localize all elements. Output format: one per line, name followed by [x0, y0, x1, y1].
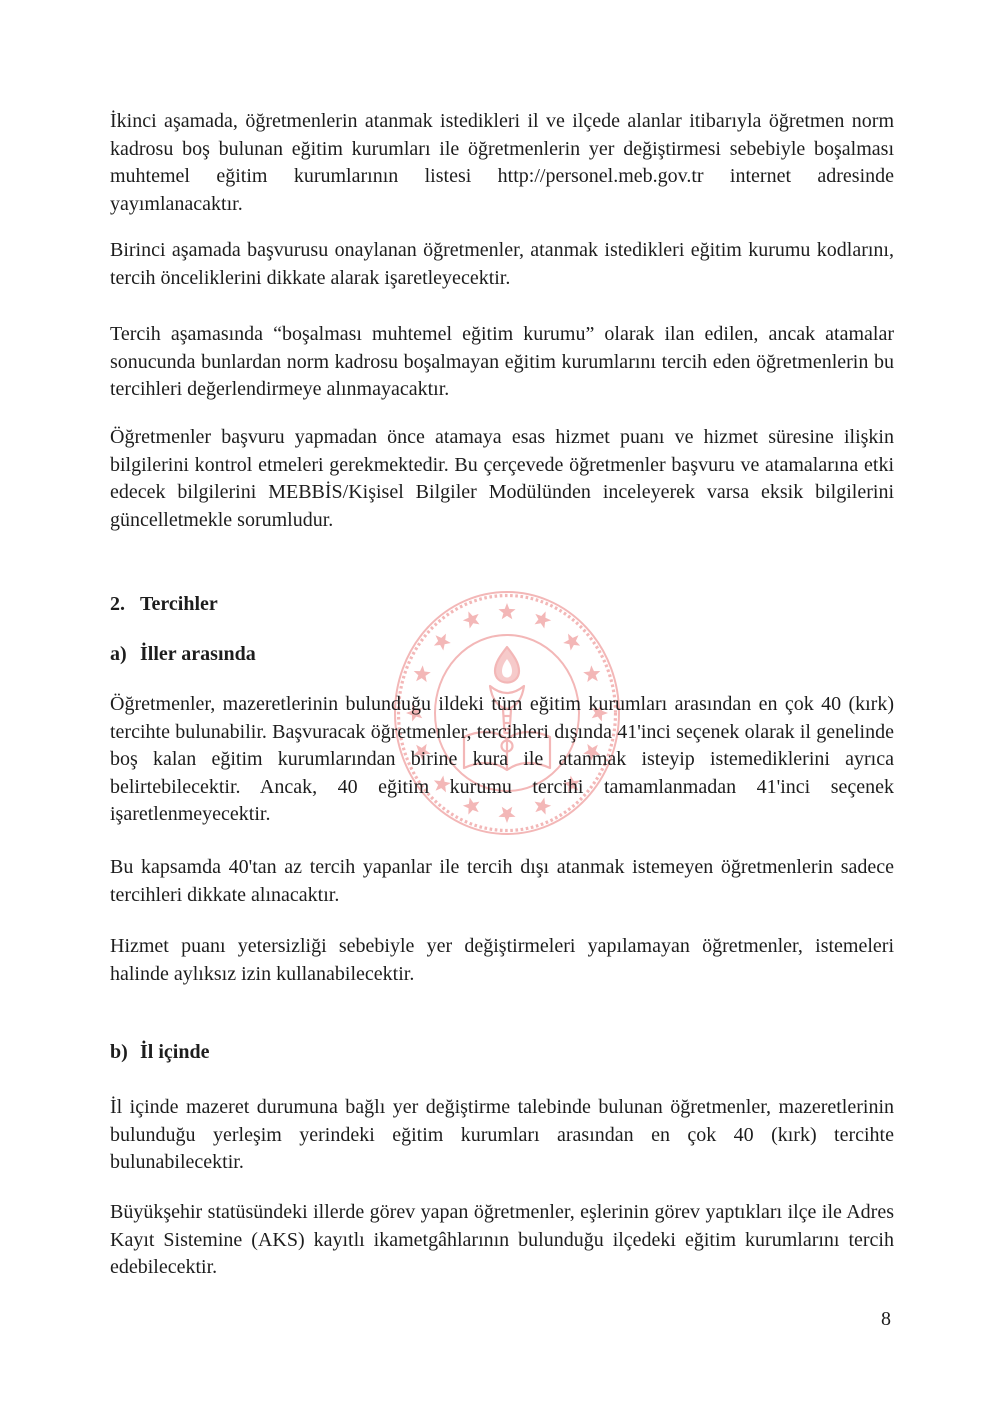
paragraph-less-than-forty: Bu kapsamda 40'tan az tercih yapanlar ile tercih dışı atanmak istemeyen öğretmenlerin sadece tercihleri dikkate alınacaktır. — [110, 856, 894, 906]
subsection-heading-il-icinde — [110, 1039, 209, 1067]
paragraph-check-service-points: Öğretmenler başvuru yapmadan önce atamaya esas hizmet puanı ve hizmet süresine ilişkin bilgilerini kontrol etmeleri gerekmektedir. Bu çerçevede öğretmenler başvuru ve atamalarına etki edecek bilgilerini MEBBİS/Kişisel Bilgiler Modülünden inceleyerek varsa eksik bilgilerini güncelletmekle sorumludur. — [110, 426, 894, 531]
subsection-title: İller arasında — [140, 643, 256, 665]
paragraph-first-stage-approved: Birinci aşamada başvurusu onaylanan öğretmenler, atanmak istedikleri eğitim kurumu kodlarını, tercih önceliklerini dikkate alarak işaretleyecektir. — [110, 239, 894, 289]
paragraph-preference-stage: Tercih aşamasında “boşalması muhtemel eğitim kurumu” olarak ilan edilen, ancak atamalar sonucunda bunlardan norm kadrosu boşalmayan eğitim kurumlarını tercih eden öğretmenlerin bu tercihleri değerlendirmeye alınmayacaktır. — [110, 323, 894, 400]
paragraph-metropolitan-provinces: Büyükşehir statüsündeki illerde görev yapan öğretmenler, eşlerinin görev yaptıkları ilçe ile Adres Kayıt Sistemine (AKS) kayıtlı ikametgâhlarının bulunduğu ilçedeki eğitim kurumlarını tercih edebilecektir. — [110, 1201, 894, 1278]
paragraph-second-stage: İkinci aşamada, öğretmenlerin atanmak istedikleri il ve ilçede alanlar itibarıyla öğretmen norm kadrosu boş bulunan eğitim kurumları ile öğretmenlerin yer değiştirmesi sebebiyle boşalması muhtemel eğitim kurumlarının listesi http://personel.meb.gov.tr internet adresinde yayımlanacaktır. — [110, 110, 894, 215]
paragraph-unpaid-leave: Hizmet puanı yetersizliği sebebiyle yer değiştirmeleri yapılamayan öğretmenler, istemeleri halinde aylıksız izin kullanabilecektir. — [110, 935, 894, 985]
page-number: 8 — [881, 1308, 891, 1330]
subsection-heading-iller-arasinda — [110, 641, 256, 669]
subsection-letter: b) — [110, 1041, 128, 1063]
paragraph-intraprovince-preferences: İl içinde mazeret durumuna bağlı yer değiştirme talebinde bulunan öğretmenler, mazeretlerinin bulunduğu yerleşim yerindeki eğitim kurumları arasından en çok 40 (kırk) tercihte bulunabilecektir. — [110, 1096, 894, 1173]
section-number: 2. — [110, 593, 125, 615]
subsection-letter: a) — [110, 643, 127, 665]
section-heading-tercihler — [110, 591, 218, 619]
section-title: Tercihler — [140, 593, 218, 615]
paragraph-interprovince-preferences: Öğretmenler, mazeretlerinin bulunduğu ildeki tüm eğitim kurumları arasından en çok 40 (kırk) tercihte bulunabilir. Başvuracak öğretmenler, tercihleri dışında 41'inci seçenek olarak il genelinde boş kalan eğitim kurumlarından birine kura ile atanmak isteyip istemediklerini ayrıca belirtebilecektir. Ancak, 40 eğitim kurumu tercihi tamamlanmadan 41'inci seçenek işaretlenmeyecektir. — [110, 693, 894, 825]
subsection-title: İl içinde — [140, 1041, 210, 1063]
